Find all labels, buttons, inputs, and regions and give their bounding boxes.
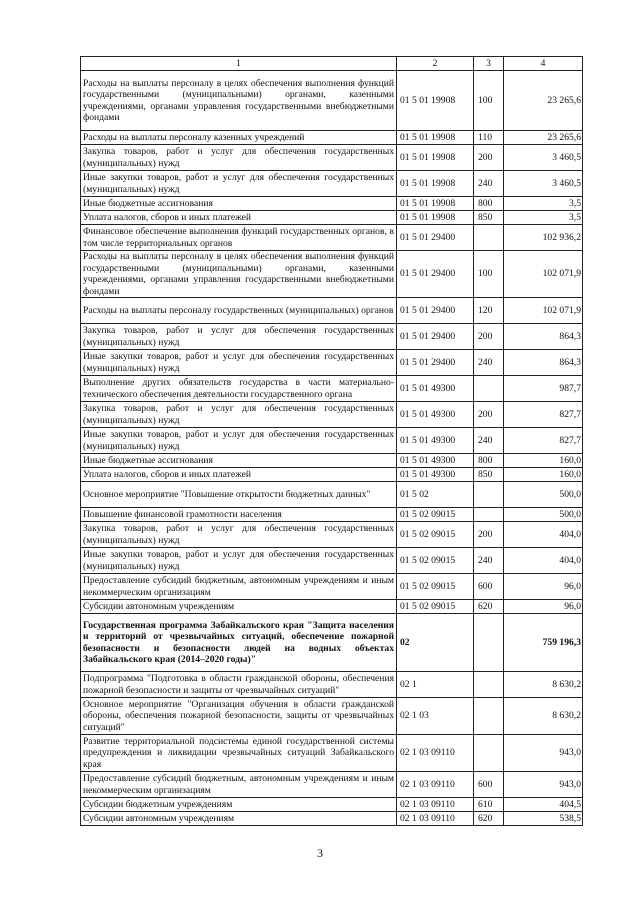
- row-name-cell: Расходы на выплаты персоналу государственных (муниципальных) органов: [81, 298, 397, 324]
- page-number: 3: [317, 846, 323, 860]
- table-row: [81, 522, 583, 548]
- row-vr-cell: 850: [474, 211, 504, 225]
- budget-table: [80, 56, 583, 826]
- table-row: [81, 350, 583, 376]
- row-code-cell: 01 5 01 49300: [397, 428, 474, 454]
- row-sum-cell: 500,0: [504, 482, 583, 508]
- row-code-cell: 02 1 03 09110: [397, 772, 474, 798]
- row-sum-cell: 943,0: [504, 735, 583, 772]
- row-vr-cell: 100: [474, 251, 504, 298]
- table-row: [81, 131, 583, 145]
- row-sum-cell: 8 630,2: [504, 698, 583, 735]
- table-row: [81, 454, 583, 468]
- row-code-cell: 01 5 01 19908: [397, 211, 474, 225]
- row-sum-cell: 160,0: [504, 454, 583, 468]
- table-row: [81, 574, 583, 600]
- table-row: [81, 735, 583, 772]
- row-name-cell: Иные закупки товаров, работ и услуг для обеспечения государственных (муниципальных) нужд: [81, 428, 397, 454]
- row-name-cell: Закупка товаров, работ и услуг для обеспечения государственных (муниципальных) нужд: [81, 402, 397, 428]
- row-vr-cell: [474, 376, 504, 402]
- row-sum-cell: 538,5: [504, 812, 583, 826]
- row-code-cell: 01 5 01 19908: [397, 71, 474, 131]
- table-row: [81, 211, 583, 225]
- header-col-1: 1: [81, 57, 397, 71]
- row-name-cell: Подпрограмма "Подготовка в области гражданской обороны, обеспечения пожарной безопасности и защиты от чрезвычайных ситуаций": [81, 672, 397, 698]
- header-col-2: 2: [397, 57, 474, 71]
- row-name-cell: Основное мероприятие "Повышение открытости бюджетных данных": [81, 482, 397, 508]
- row-code-cell: 01 5 01 19908: [397, 131, 474, 145]
- row-sum-cell: 404,5: [504, 798, 583, 812]
- row-vr-cell: [474, 735, 504, 772]
- row-sum-cell: 96,0: [504, 574, 583, 600]
- row-sum-cell: 8 630,2: [504, 672, 583, 698]
- row-sum-cell: 102 936,2: [504, 225, 583, 251]
- table-row: [81, 197, 583, 211]
- row-name-cell: Иные бюджетные ассигнования: [81, 454, 397, 468]
- row-vr-cell: 110: [474, 131, 504, 145]
- row-vr-cell: 200: [474, 522, 504, 548]
- row-name-cell: Закупка товаров, работ и услуг для обеспечения государственных (муниципальных) нужд: [81, 522, 397, 548]
- row-code-cell: 01 5 01 49300: [397, 402, 474, 428]
- row-vr-cell: 240: [474, 548, 504, 574]
- row-name-cell: Выполнение других обязательств государства в части материально-технического обеспечения деятельности государственного органа: [81, 376, 397, 402]
- row-name-cell: Иные закупки товаров, работ и услуг для обеспечения государственных (муниципальных) нужд: [81, 171, 397, 197]
- row-name-cell: Финансовое обеспечение выполнения функций государственных органов, в том числе территориальных органов: [81, 225, 397, 251]
- row-name-cell: Развитие территориальной подсистемы единой государственной системы предупреждения и ликвидации чрезвычайных ситуаций Забайкальского края: [81, 735, 397, 772]
- row-name-cell: Субсидии автономным учреждениям: [81, 600, 397, 614]
- table-row: [81, 548, 583, 574]
- row-sum-cell: 943,0: [504, 772, 583, 798]
- table-row: [81, 798, 583, 812]
- row-name-cell: Уплата налогов, сборов и иных платежей: [81, 468, 397, 482]
- row-code-cell: 01 5 01 29400: [397, 251, 474, 298]
- row-code-cell: 01 5 01 19908: [397, 171, 474, 197]
- row-name-cell: Расходы на выплаты персоналу казенных учреждений: [81, 131, 397, 145]
- header-col-3: 3: [474, 57, 504, 71]
- row-vr-cell: 100: [474, 71, 504, 131]
- table-row: [81, 508, 583, 522]
- table-body: [81, 71, 583, 826]
- row-vr-cell: [474, 614, 504, 672]
- row-code-cell: 01 5 01 49300: [397, 468, 474, 482]
- row-vr-cell: 610: [474, 798, 504, 812]
- row-code-cell: 01 5 02 09015: [397, 548, 474, 574]
- row-sum-cell: 102 071,9: [504, 251, 583, 298]
- row-sum-cell: 987,7: [504, 376, 583, 402]
- row-code-cell: 01 5 01 29400: [397, 324, 474, 350]
- table-row: [81, 698, 583, 735]
- row-vr-cell: 850: [474, 468, 504, 482]
- row-sum-cell: 96,0: [504, 600, 583, 614]
- table-row: [81, 614, 583, 672]
- row-name-cell: Повышение финансовой грамотности населения: [81, 508, 397, 522]
- row-sum-cell: 759 196,3: [504, 614, 583, 672]
- row-vr-cell: [474, 508, 504, 522]
- table-row: [81, 298, 583, 324]
- row-code-cell: 01 5 01 29400: [397, 350, 474, 376]
- header-col-4: 4: [504, 57, 583, 71]
- row-code-cell: 01 5 01 49300: [397, 454, 474, 468]
- table-row: [81, 600, 583, 614]
- row-sum-cell: 3,5: [504, 211, 583, 225]
- row-sum-cell: 864,3: [504, 324, 583, 350]
- row-code-cell: 02 1 03: [397, 698, 474, 735]
- row-sum-cell: 864,3: [504, 350, 583, 376]
- row-vr-cell: 120: [474, 298, 504, 324]
- row-vr-cell: 800: [474, 197, 504, 211]
- row-sum-cell: 102 071,9: [504, 298, 583, 324]
- row-sum-cell: 3 460,5: [504, 171, 583, 197]
- header-row: [81, 57, 583, 71]
- row-name-cell: Предоставление субсидий бюджетным, автономным учреждениям и иным некоммерческим организациям: [81, 772, 397, 798]
- row-name-cell: Основное мероприятие "Организация обучения в области гражданской обороны, обеспечения пожарной безопасности, защиты от чрезвычайных ситуаций": [81, 698, 397, 735]
- table-row: [81, 251, 583, 298]
- row-sum-cell: 23 265,6: [504, 71, 583, 131]
- table-row: [81, 482, 583, 508]
- row-vr-cell: 200: [474, 145, 504, 171]
- row-vr-cell: [474, 482, 504, 508]
- row-vr-cell: [474, 698, 504, 735]
- row-name-cell: Иные бюджетные ассигнования: [81, 197, 397, 211]
- row-sum-cell: 404,0: [504, 522, 583, 548]
- row-name-cell: Расходы на выплаты персоналу в целях обеспечения выполнения функций государственными (муниципальными) органами, казенными учреждениями, органами управления государственными внебюджетными фондами: [81, 71, 397, 131]
- table-row: [81, 772, 583, 798]
- row-code-cell: 02 1: [397, 672, 474, 698]
- table-row: [81, 225, 583, 251]
- table-row: [81, 812, 583, 826]
- row-code-cell: 01 5 02 09015: [397, 574, 474, 600]
- row-name-cell: Государственная программа Забайкальского края "Защита населения и территорий от чрезвычайных ситуаций, обеспечение пожарной безопасности и безопасности людей на водных объектах Забайкальского края (2014–2020 годы)": [81, 614, 397, 672]
- row-sum-cell: 827,7: [504, 428, 583, 454]
- budget-table-container: [80, 56, 582, 826]
- row-code-cell: 01 5 02 09015: [397, 508, 474, 522]
- row-code-cell: 02 1 03 09110: [397, 735, 474, 772]
- row-sum-cell: 160,0: [504, 468, 583, 482]
- row-vr-cell: [474, 225, 504, 251]
- row-name-cell: Иные закупки товаров, работ и услуг для обеспечения государственных (муниципальных) нужд: [81, 350, 397, 376]
- row-name-cell: Расходы на выплаты персоналу в целях обеспечения выполнения функций государственными (муниципальными) органами, казенными учреждениями, органами управления государственными внебюджетными фондами: [81, 251, 397, 298]
- row-vr-cell: 240: [474, 350, 504, 376]
- row-code-cell: 01 5 01 29400: [397, 298, 474, 324]
- row-vr-cell: 620: [474, 600, 504, 614]
- row-name-cell: Закупка товаров, работ и услуг для обеспечения государственных (муниципальных) нужд: [81, 145, 397, 171]
- row-code-cell: 02 1 03 09110: [397, 812, 474, 826]
- table-row: [81, 402, 583, 428]
- row-name-cell: Иные закупки товаров, работ и услуг для обеспечения государственных (муниципальных) нужд: [81, 548, 397, 574]
- table-row: [81, 376, 583, 402]
- table-row: [81, 428, 583, 454]
- table-row: [81, 324, 583, 350]
- row-vr-cell: 800: [474, 454, 504, 468]
- row-name-cell: Уплата налогов, сборов и иных платежей: [81, 211, 397, 225]
- table-row: [81, 672, 583, 698]
- row-vr-cell: [474, 672, 504, 698]
- row-vr-cell: 600: [474, 772, 504, 798]
- row-name-cell: Предоставление субсидий бюджетным, автономным учреждениям и иным некоммерческим организациям: [81, 574, 397, 600]
- row-code-cell: 01 5 01 19908: [397, 197, 474, 211]
- table-row: [81, 468, 583, 482]
- row-sum-cell: 3 460,5: [504, 145, 583, 171]
- row-vr-cell: 200: [474, 324, 504, 350]
- table-row: [81, 71, 583, 131]
- table-row: [81, 145, 583, 171]
- row-sum-cell: 404,0: [504, 548, 583, 574]
- row-vr-cell: 240: [474, 428, 504, 454]
- row-code-cell: 01 5 02: [397, 482, 474, 508]
- table-row: [81, 171, 583, 197]
- row-vr-cell: 200: [474, 402, 504, 428]
- row-vr-cell: 620: [474, 812, 504, 826]
- row-sum-cell: 23 265,6: [504, 131, 583, 145]
- row-code-cell: 01 5 01 19908: [397, 145, 474, 171]
- row-code-cell: 02: [397, 614, 474, 672]
- row-sum-cell: 3,5: [504, 197, 583, 211]
- row-name-cell: Субсидии бюджетным учреждениям: [81, 798, 397, 812]
- row-sum-cell: 500,0: [504, 508, 583, 522]
- row-code-cell: 01 5 02 09015: [397, 600, 474, 614]
- row-sum-cell: 827,7: [504, 402, 583, 428]
- row-vr-cell: 240: [474, 171, 504, 197]
- row-name-cell: Закупка товаров, работ и услуг для обеспечения государственных (муниципальных) нужд: [81, 324, 397, 350]
- row-name-cell: Субсидии автономным учреждениям: [81, 812, 397, 826]
- row-code-cell: 02 1 03 09110: [397, 798, 474, 812]
- row-vr-cell: 600: [474, 574, 504, 600]
- row-code-cell: 01 5 01 29400: [397, 225, 474, 251]
- row-code-cell: 01 5 02 09015: [397, 522, 474, 548]
- row-code-cell: 01 5 01 49300: [397, 376, 474, 402]
